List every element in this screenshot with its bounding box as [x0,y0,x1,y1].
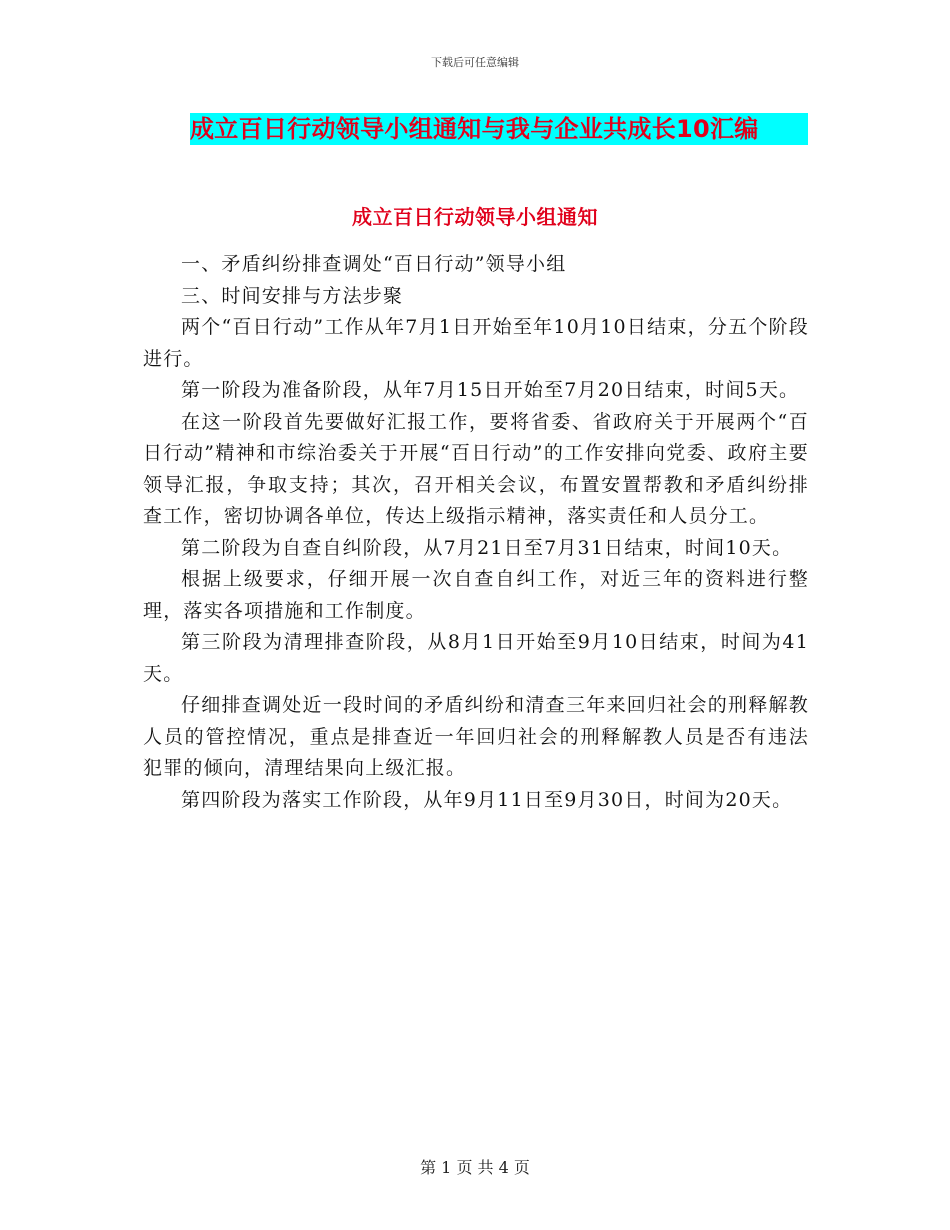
body-paragraph: 第四阶段为落实工作阶段，从年9月11日至9月30日，时间为20天。 [181,788,793,811]
body-paragraph: 三、时间安排与方法步聚 [181,284,404,307]
page-number: 第 1 页 共 4 页 [420,1158,530,1177]
body-paragraph: 第三阶段为清理排查阶段，从8月1日开始至9月10日结束，时间为41天。 [143,631,809,685]
body-paragraph: 第二阶段为自查自纠阶段，从7月21日至7月31日结束，时间10天。 [181,536,793,559]
body-paragraph: 根据上级要求，仔细开展一次自查自纠工作，对近三年的资料进行整理，落实各项措施和工作制度。 [143,568,809,622]
document-body [143,249,809,816]
header-note: 下载后可任意编辑 [431,56,519,69]
body-paragraph: 仔细排查调处近一段时间的矛盾纠纷和清查三年来回归社会的刑释解教人员的管控情况，重点是排查近一年回归社会的刑释解教人员是否有违法犯罪的倾向，清理结果向上级汇报。 [143,694,809,779]
body-paragraph: 两个“百日行动”工作从年7月1日开始至年10月10日结束，分五个阶段进行。 [143,316,809,370]
body-paragraph: 第一阶段为准备阶段，从年7月15日开始至7月20日结束，时间5天。 [181,379,800,401]
body-paragraph: 在这一阶段首先要做好汇报工作，要将省委、省政府关于开展两个“百日行动”精神和市综治委关于开展“百日行动”的工作安排向党委、政府主要领导汇报，争取支持；其次，召开相关会议，布置安置帮教和矛盾纠纷排查工作，密切协调各单位，传达上级指示精神，落实责任和人员分工。 [143,410,809,527]
body-paragraph: 一、矛盾纠纷排查调处“百日行动”领导小组 [181,253,567,275]
section-title: 成立百日行动领导小组通知 [352,205,598,229]
document-title: 成立百日行动领导小组通知与我与企业共成长10汇编 [190,113,808,145]
